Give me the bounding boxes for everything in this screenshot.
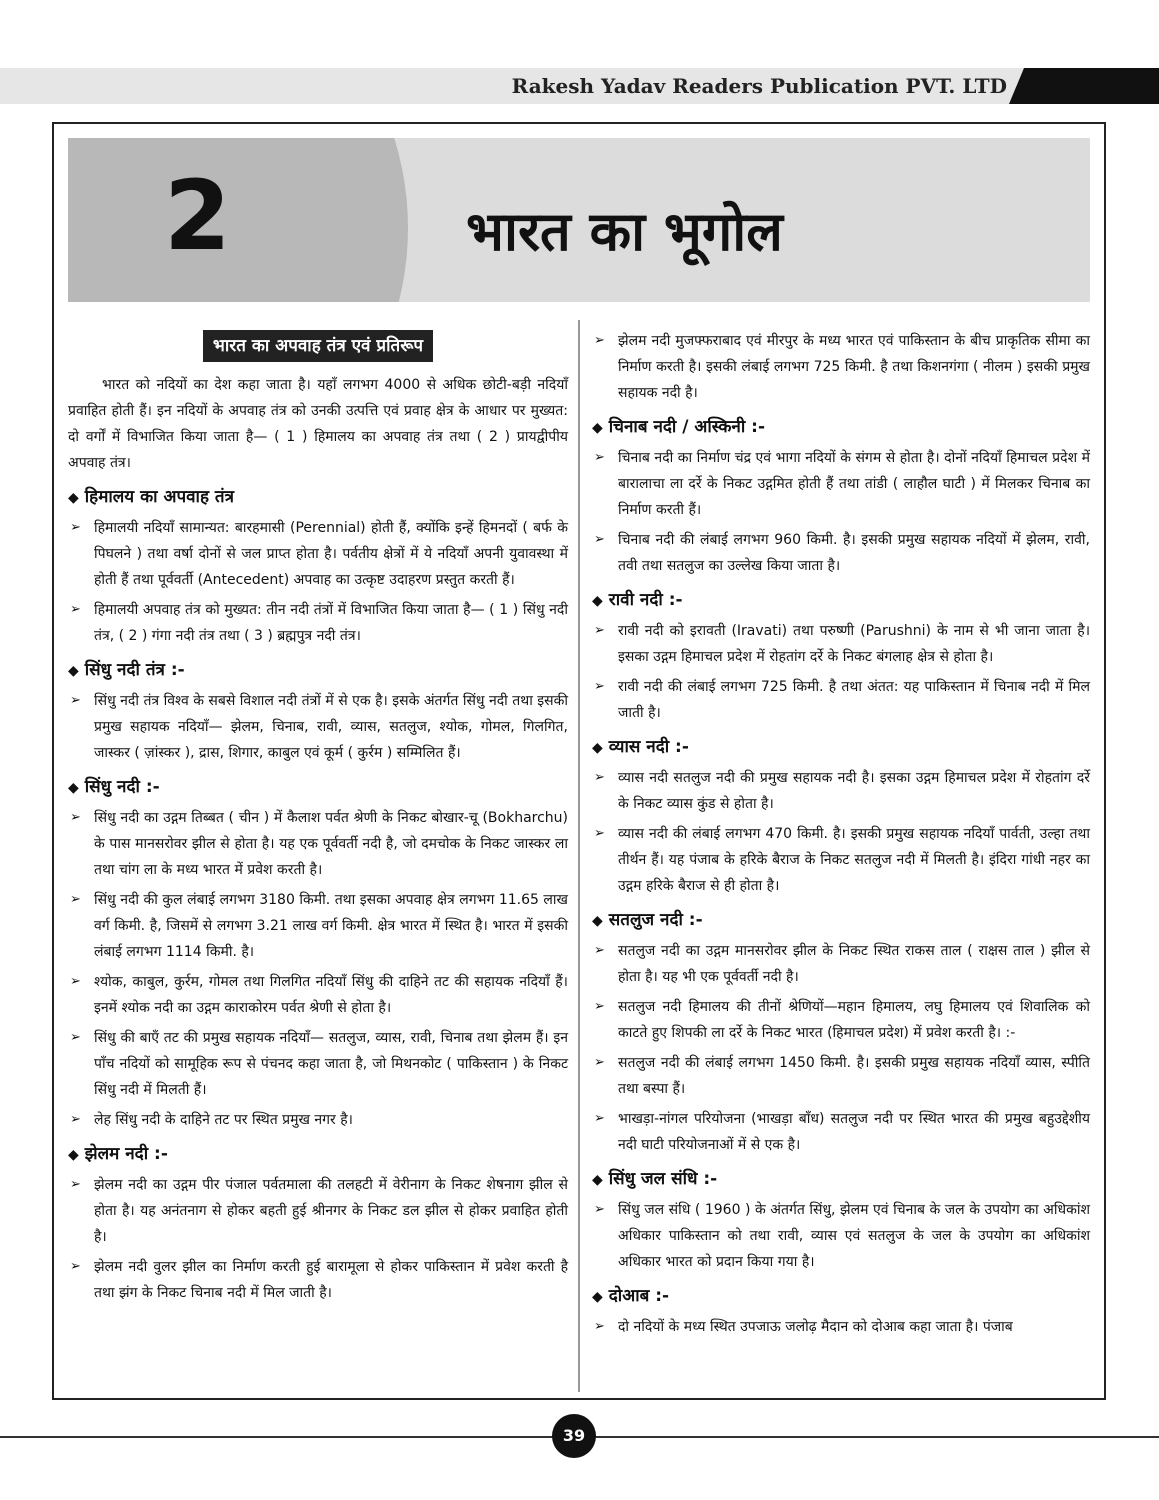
subheading-beas: ◆ व्यास नदी :- bbox=[592, 737, 689, 757]
subheading-sutlej: ◆ सतलुज नदी :- bbox=[592, 910, 703, 930]
arrow-bullet-icon: ➢ bbox=[594, 679, 605, 694]
page-number: 39 bbox=[552, 1414, 596, 1458]
left-column bbox=[68, 322, 568, 1310]
diamond-icon: ◆ bbox=[592, 740, 603, 756]
section-heading: भारत का अपवाह तंत्र एवं प्रतिरूप bbox=[203, 330, 433, 362]
arrow-bullet-icon: ➢ bbox=[594, 450, 605, 465]
subheading-jhelum: ◆ झेलम नदी :- bbox=[68, 1144, 168, 1164]
list-item: ➢ झेलम नदी मुजफ्फराबाद एवं मीरपुर के मध्य भारत एवं पाकिस्तान के बीच प्राकृतिक सीमा का निर्माण करती है। इसकी लंबाई लगभग 725 किमी. है तथा किशनगंगा ( नीलम ) इसकी प्रमुख सहायक नदी है। bbox=[592, 328, 1090, 406]
diamond-icon: ◆ bbox=[68, 490, 79, 506]
chapter-number: 2 bbox=[164, 160, 231, 272]
arrow-bullet-icon: ➢ bbox=[70, 810, 81, 825]
list-item: ➢ भाखड़ा-नांगल परियोजना (भाखड़ा बाँध) सतलुज नदी पर स्थित भारत की प्रमुख बहुउद्देशीय नदी घाटी परियोजनाओं में से एक है। bbox=[592, 1106, 1090, 1158]
arrow-bullet-icon: ➢ bbox=[594, 1319, 605, 1334]
list-item: ➢ झेलम नदी वुलर झील का निर्माण करती हुई बारामूला से होकर पाकिस्तान में प्रवेश करती है तथा झंग के निकट चिनाब नदी में मिल जाती है। bbox=[68, 1254, 568, 1306]
subheading-ravi: ◆ रावी नदी :- bbox=[592, 590, 683, 610]
list-item: ➢ दो नदियों के मध्य स्थित उपजाऊ जलोढ़ मैदान को दोआब कहा जाता है। पंजाब bbox=[592, 1314, 1090, 1340]
list-item: ➢ सिंधु नदी की कुल लंबाई लगभग 3180 किमी. तथा इसका अपवाह क्षेत्र लगभग 11.65 लाख वर्ग किमी. है, जिसमें से लगभग 3.21 लाख वर्ग किमी. क्षेत्र भारत में स्थित है। भारत में इसकी लंबाई लगभग 1114 किमी. है। bbox=[68, 887, 568, 965]
list-item: ➢ व्यास नदी सतलुज नदी की प्रमुख सहायक नदी है। इसका उद्गम हिमाचल प्रदेश में रोहतांग दर्रे के निकट व्यास कुंड से होता है। bbox=[592, 765, 1090, 817]
subheading-doab: ◆ दोआब :- bbox=[592, 1286, 670, 1306]
diamond-icon: ◆ bbox=[592, 420, 603, 436]
arrow-bullet-icon: ➢ bbox=[594, 1055, 605, 1070]
list-item: ➢ हिमालयी नदियाँ सामान्यत: बारहमासी (Perennial) होती हैं, क्योंकि इन्हें हिमनदों ( बर्फ के पिघलने ) तथा वर्षा दोनों से जल प्राप्त होता है। पर्वतीय क्षेत्रों में ये नदियाँ अपनी युवावस्था में होती हैं तथा पूर्ववर्ती (Antecedent) अपवाह का उत्कृष्ट उदाहरण प्रस्तुत करती हैं। bbox=[68, 515, 568, 593]
arrow-bullet-icon: ➢ bbox=[70, 693, 81, 708]
arrow-bullet-icon: ➢ bbox=[594, 1202, 605, 1217]
list-item: ➢ व्यास नदी की लंबाई लगभग 470 किमी. है। इसकी प्रमुख सहायक नदियाँ पार्वती, उल्हा तथा तीर्थन हैं। यह पंजाब के हरिके बैराज के निकट सतलुज नदी में मिलती है। इंदिरा गांधी नहर का उद्गम हरिके बैराज से ही होता है। bbox=[592, 821, 1090, 899]
arrow-bullet-icon: ➢ bbox=[594, 770, 605, 785]
subheading-indus-system: ◆ सिंधु नदी तंत्र :- bbox=[68, 660, 185, 680]
arrow-bullet-icon: ➢ bbox=[70, 602, 81, 617]
list-item: ➢ रावी नदी को इरावती (Iravati) तथा परुष्णी (Parushni) के नाम से भी जाना जाता है। इसका उद्गम हिमाचल प्रदेश में रोहतांग दर्रे के निकट बंगलाह क्षेत्र से होता है। bbox=[592, 618, 1090, 670]
arrow-bullet-icon: ➢ bbox=[594, 943, 605, 958]
list-item: ➢ झेलम नदी का उद्गम पीर पंजाल पर्वतमाला की तलहटी में वेरीनाग के निकट शेषनाग झील से होता है। यह अनंतनाग से होकर बहती हुई श्रीनगर के निकट डल झील से होकर प्रवाहित होती है। bbox=[68, 1172, 568, 1250]
subheading-indus-treaty: ◆ सिंधु जल संधि :- bbox=[592, 1169, 718, 1189]
arrow-bullet-icon: ➢ bbox=[70, 1259, 81, 1274]
arrow-bullet-icon: ➢ bbox=[594, 1111, 605, 1126]
header-accent bbox=[1009, 68, 1159, 104]
list-item: ➢ सिंधु नदी तंत्र विश्व के सबसे विशाल नदी तंत्रों में से एक है। इसके अंतर्गत सिंधु नदी तथा इसकी प्रमुख सहायक नदियाँ— झेलम, चिनाब, रावी, व्यास, सतलुज, श्योक, गोमल, गिलगित, जास्कर ( ज़ांस्कर ), द्रास, शिगार, काबुल एवं कूर्म ( कुर्रम ) सम्मिलित हैं। bbox=[68, 688, 568, 766]
subheading-himalaya: ◆ हिमालय का अपवाह तंत्र bbox=[68, 487, 234, 507]
diamond-icon: ◆ bbox=[68, 780, 79, 796]
diamond-icon: ◆ bbox=[592, 913, 603, 929]
diamond-icon: ◆ bbox=[68, 1147, 79, 1163]
arrow-bullet-icon: ➢ bbox=[70, 974, 81, 989]
list-item: ➢ लेह सिंधु नदी के दाहिने तट पर स्थित प्रमुख नगर है। bbox=[68, 1107, 568, 1133]
right-column bbox=[592, 322, 1090, 1344]
arrow-bullet-icon: ➢ bbox=[70, 520, 81, 535]
intro-paragraph: भारत को नदियों का देश कहा जाता है। यहाँ लगभग 4000 से अधिक छोटी-बड़ी नदियाँ प्रवाहित होती हैं। इन नदियों के अपवाह तंत्र को उनकी उत्पत्ति एवं प्रवाह क्षेत्र के आधार पर मुख्यत: दो वर्गों में विभाजित किया जाता है— ( 1 ) हिमालय का अपवाह तंत्र तथा ( 2 ) प्रायद्वीपीय अपवाह तंत्र। bbox=[68, 377, 568, 471]
diamond-icon: ◆ bbox=[592, 1172, 603, 1188]
arrow-bullet-icon: ➢ bbox=[70, 892, 81, 907]
subheading-indus-river: ◆ सिंधु नदी :- bbox=[68, 777, 160, 797]
list-item: ➢ चिनाब नदी का निर्माण चंद्र एवं भागा नदियों के संगम से होता है। दोनों नदियाँ हिमाचल प्रदेश में बारालाचा ला दर्रे के निकट उद्गमित होती हैं तथा तांडी ( लाहौल घाटी ) में मिलकर चिनाब का निर्माण करती हैं। bbox=[592, 445, 1090, 523]
arrow-bullet-icon: ➢ bbox=[70, 1030, 81, 1045]
subheading-chenab: ◆ चिनाब नदी / अस्किनी :- bbox=[592, 417, 766, 437]
chapter-title: भारत का भूगोल bbox=[466, 200, 783, 263]
list-item: ➢ सिंधु नदी का उद्गम तिब्बत ( चीन ) में कैलाश पर्वत श्रेणी के निकट बोखार-चू (Bokharchu) के पास मानसरोवर झील से होता है। यह एक पूर्ववर्ती नदी है, जो दमचोक के निकट जास्कर ला तथा चांग ला के मध्य भारत में प्रवेश करती है। bbox=[68, 805, 568, 883]
column-divider bbox=[578, 320, 580, 1392]
list-item: ➢ रावी नदी की लंबाई लगभग 725 किमी. है तथा अंतत: यह पाकिस्तान में चिनाब नदी में मिल जाती है। bbox=[592, 674, 1090, 726]
list-item: ➢ सतलुज नदी हिमालय की तीनों श्रेणियों—महान हिमालय, लघु हिमालय एवं शिवालिक को काटते हुए शिपकी ला दर्रे के निकट भारत (हिमाचल प्रदेश) में प्रवेश करती है। :- bbox=[592, 994, 1090, 1046]
diamond-icon: ◆ bbox=[68, 663, 79, 679]
list-item: ➢ सतलुज नदी की लंबाई लगभग 1450 किमी. है। इसकी प्रमुख सहायक नदियाँ व्यास, स्पीति तथा बस्पा हैं। bbox=[592, 1050, 1090, 1102]
arrow-bullet-icon: ➢ bbox=[594, 532, 605, 547]
list-item: ➢ चिनाब नदी की लंबाई लगभग 960 किमी. है। इसकी प्रमुख सहायक नदियों में झेलम, रावी, तवी तथा सतलुज का उल्लेख किया जाता है। bbox=[592, 527, 1090, 579]
chapter-banner bbox=[68, 138, 1090, 302]
list-item: ➢ हिमालयी अपवाह तंत्र को मुख्यत: तीन नदी तंत्रों में विभाजित किया जाता है— ( 1 ) सिंधु नदी तंत्र, ( 2 ) गंगा नदी तंत्र तथा ( 3 ) ब्रह्मपुत्र नदी तंत्र। bbox=[68, 597, 568, 649]
list-item: ➢ सिंधु की बाएँ तट की प्रमुख सहायक नदियाँ— सतलुज, व्यास, रावी, चिनाब तथा झेलम हैं। इन पाँच नदियों को सामूहिक रूप से पंचनद कहा जाता है, जो मिथनकोट ( पाकिस्तान ) के निकट सिंधु नदी में मिलती हैं। bbox=[68, 1025, 568, 1103]
arrow-bullet-icon: ➢ bbox=[594, 333, 605, 348]
arrow-bullet-icon: ➢ bbox=[594, 999, 605, 1014]
diamond-icon: ◆ bbox=[592, 1289, 603, 1305]
banner-circle bbox=[68, 138, 408, 302]
list-item: ➢ श्योक, काबुल, कुर्रम, गोमल तथा गिलगित नदियाँ सिंधु की दाहिने तट की सहायक नदियाँ हैं। इनमें श्योक नदी का उद्गम काराकोरम पर्वत श्रेणी से होता है। bbox=[68, 969, 568, 1021]
diamond-icon: ◆ bbox=[592, 593, 603, 609]
arrow-bullet-icon: ➢ bbox=[594, 826, 605, 841]
arrow-bullet-icon: ➢ bbox=[70, 1177, 81, 1192]
list-item: ➢ सतलुज नदी का उद्गम मानसरोवर झील के निकट स्थित राकस ताल ( राक्षस ताल ) झील से होता है। यह भी एक पूर्ववर्ती नदी है। bbox=[592, 938, 1090, 990]
header-bar bbox=[0, 68, 1159, 104]
arrow-bullet-icon: ➢ bbox=[594, 623, 605, 638]
list-item: ➢ सिंधु जल संधि ( 1960 ) के अंतर्गत सिंधु, झेलम एवं चिनाब के जल के उपयोग का अधिकांश अधिकार पाकिस्तान को तथा रावी, व्यास एवं सतलुज के जल के उपयोग का अधिकांश अधिकार भारत को प्रदान किया गया है। bbox=[592, 1197, 1090, 1275]
publisher-name: Rakesh Yadav Readers Publication PVT. LTD bbox=[511, 74, 1007, 98]
arrow-bullet-icon: ➢ bbox=[70, 1112, 81, 1127]
